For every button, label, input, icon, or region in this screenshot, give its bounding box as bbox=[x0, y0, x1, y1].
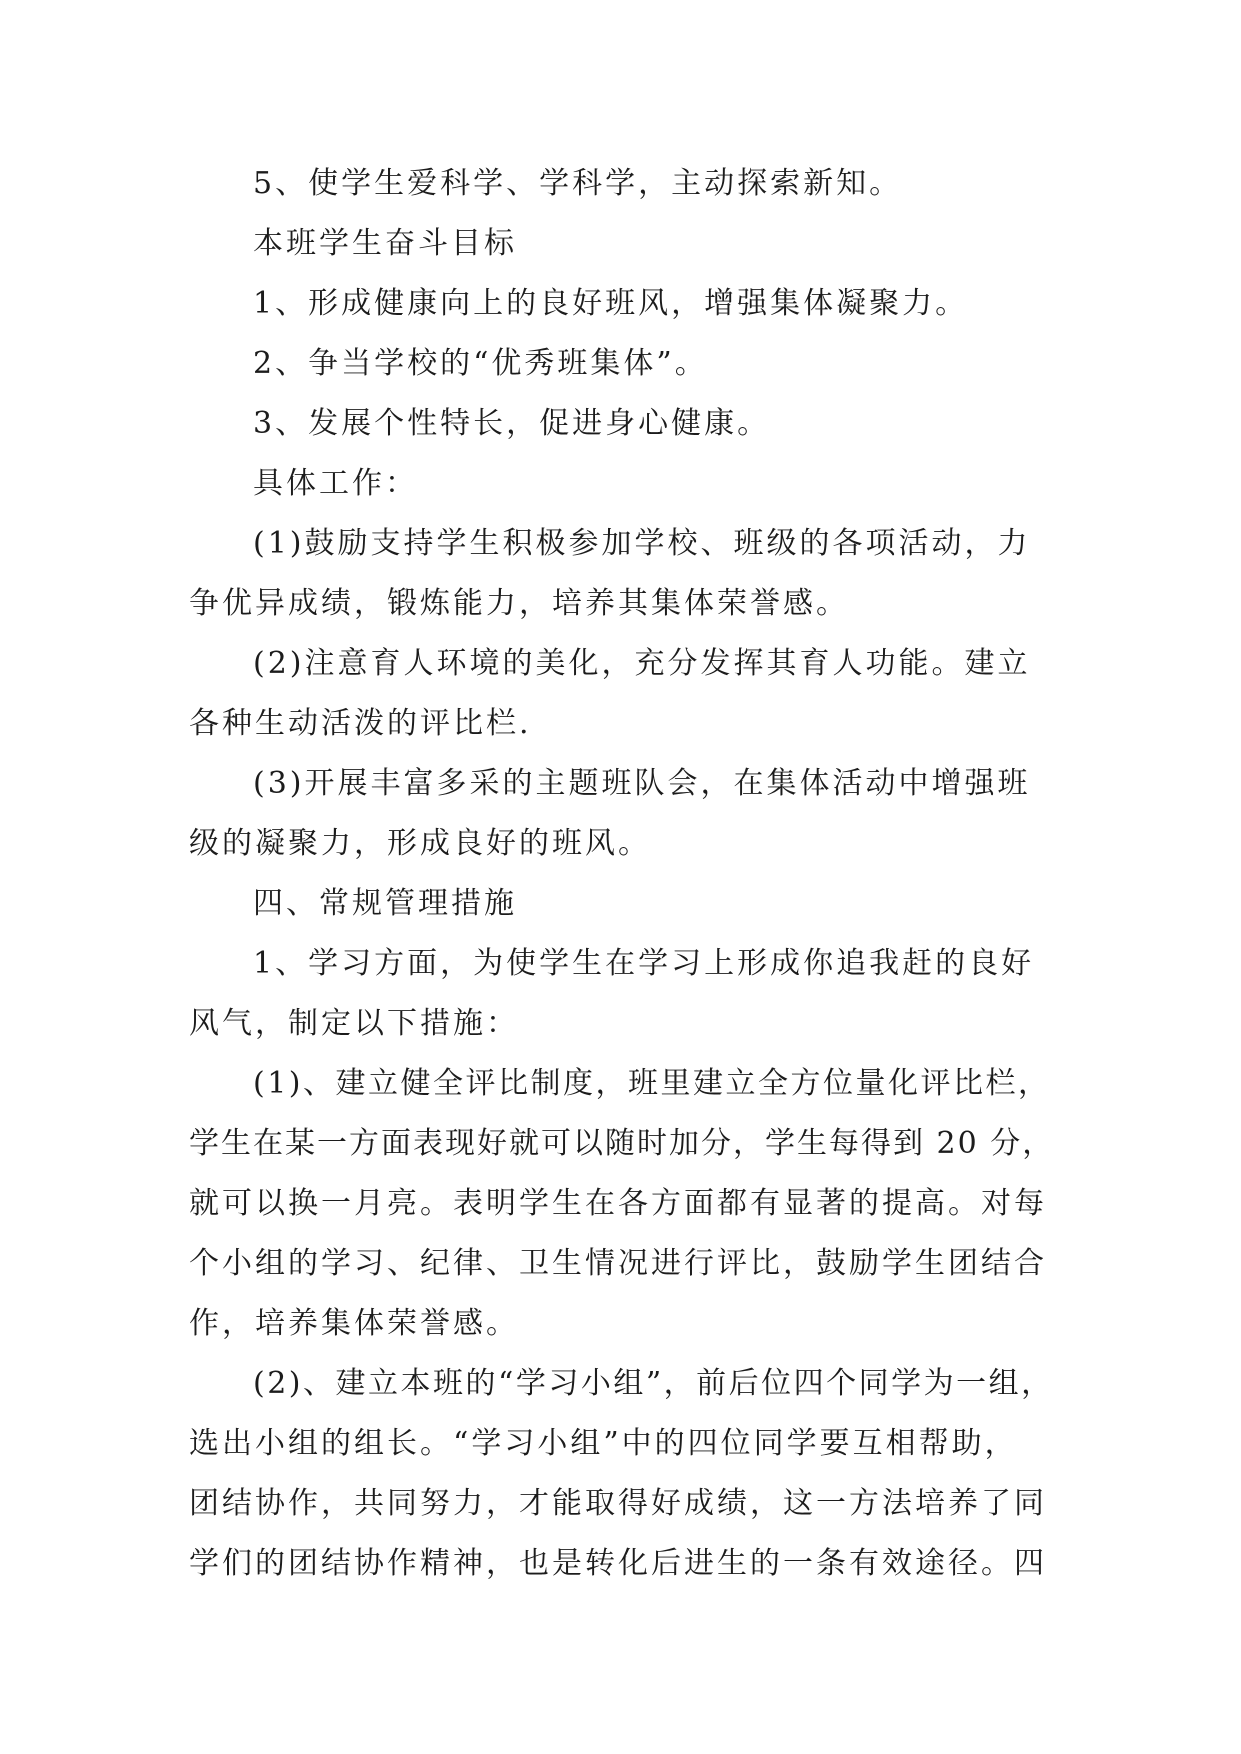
section-heading: 具体工作： bbox=[253, 466, 418, 501]
text-line: 风气，制定以下措施： bbox=[189, 1006, 519, 1041]
text-line: 学们的团结协作精神，也是转化后进生的一条有效途径。四 bbox=[189, 1546, 1047, 1581]
text-line: 个小组的学习、纪律、卫生情况进行评比，鼓励学生团结合 bbox=[189, 1246, 1047, 1281]
text-line: 1、学习方面，为使学生在学习上形成你追我赶的良好 bbox=[253, 946, 1035, 981]
text-line: 级的凝聚力，形成良好的班风。 bbox=[189, 826, 651, 861]
text-line: (1)、建立健全评比制度，班里建立全方位量化评比栏， bbox=[253, 1066, 1051, 1101]
text-line: 团结协作，共同努力，才能取得好成绩，这一方法培养了同 bbox=[189, 1486, 1047, 1521]
text-line: 1、形成健康向上的良好班风，增强集体凝聚力。 bbox=[253, 286, 969, 321]
text-line: 作，培养集体荣誉感。 bbox=[189, 1306, 519, 1341]
text-line: 各种生动活泼的评比栏. bbox=[189, 706, 532, 741]
text-line: 选出小组的组长。“学习小组”中的四位同学要互相帮助， bbox=[189, 1426, 1018, 1461]
section-heading: 四、常规管理措施 bbox=[253, 886, 517, 921]
text-line: (3)开展丰富多采的主题班队会，在集体活动中增强班 bbox=[253, 766, 1031, 801]
text-line: 争优异成绩，锻炼能力，培养其集体荣誉感。 bbox=[189, 586, 849, 621]
text-line: 3、发展个性特长，促进身心健康。 bbox=[253, 406, 771, 441]
text-line: 学生在某一方面表现好就可以随时加分，学生每得到 20 分， bbox=[189, 1126, 1055, 1161]
text-line: (2)、建立本班的“学习小组”，前后位四个同学为一组， bbox=[253, 1366, 1054, 1401]
text-line: 就可以换一月亮。表明学生在各方面都有显著的提高。对每 bbox=[189, 1186, 1047, 1221]
text-line: (2)注意育人环境的美化，充分发挥其育人功能。建立 bbox=[253, 646, 1031, 681]
section-heading: 本班学生奋斗目标 bbox=[253, 226, 517, 261]
text-line: 2、争当学校的“优秀班集体”。 bbox=[253, 346, 708, 381]
text-line: 5、使学生爱科学、学科学，主动探索新知。 bbox=[253, 166, 903, 201]
text-line: (1)鼓励支持学生积极参加学校、班级的各项活动，力 bbox=[253, 526, 1031, 561]
